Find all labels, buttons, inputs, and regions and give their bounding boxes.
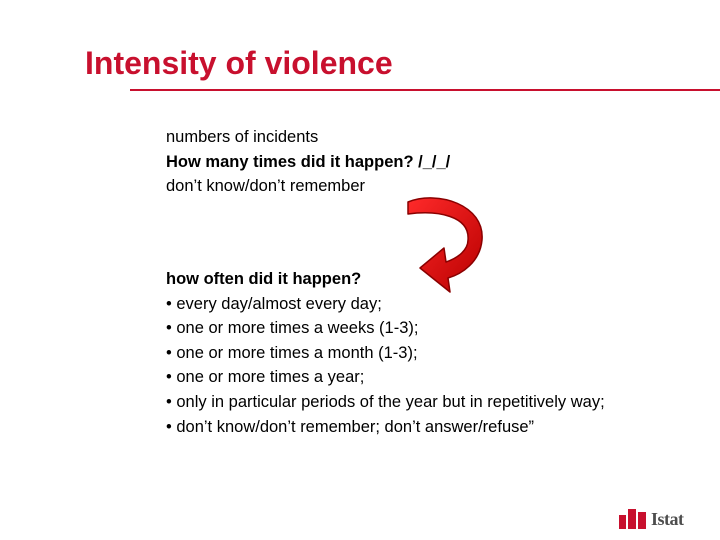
option-every-day: • every day/almost every day; bbox=[166, 294, 382, 313]
option-yearly: • one or more times a year; bbox=[166, 368, 365, 387]
istat-logo-text: Istat bbox=[651, 509, 684, 529]
option-weekly: • one or more times a weeks (1-3); bbox=[166, 319, 419, 338]
istat-logo bbox=[619, 509, 684, 529]
frequency-question: how often did it happen? bbox=[166, 270, 362, 288]
intro-line-dont-know: don’t know/don’t remember bbox=[166, 177, 366, 196]
option-particular-periods: • only in particular periods of the year but in repetitively way; bbox=[166, 392, 605, 411]
title-underline bbox=[130, 89, 720, 91]
option-monthly: • one or more times a month (1-3); bbox=[166, 343, 418, 362]
slide-title: Intensity of violence bbox=[85, 45, 393, 81]
intro-line-incidents: numbers of incidents bbox=[166, 128, 319, 146]
intro-line-question: How many times did it happen? /_/_/ bbox=[166, 152, 451, 171]
option-dont-know: • don’t know/don’t remember; don’t answer/refuse” bbox=[166, 417, 535, 436]
istat-logo-mark bbox=[619, 509, 647, 529]
frequency-block bbox=[166, 267, 666, 439]
